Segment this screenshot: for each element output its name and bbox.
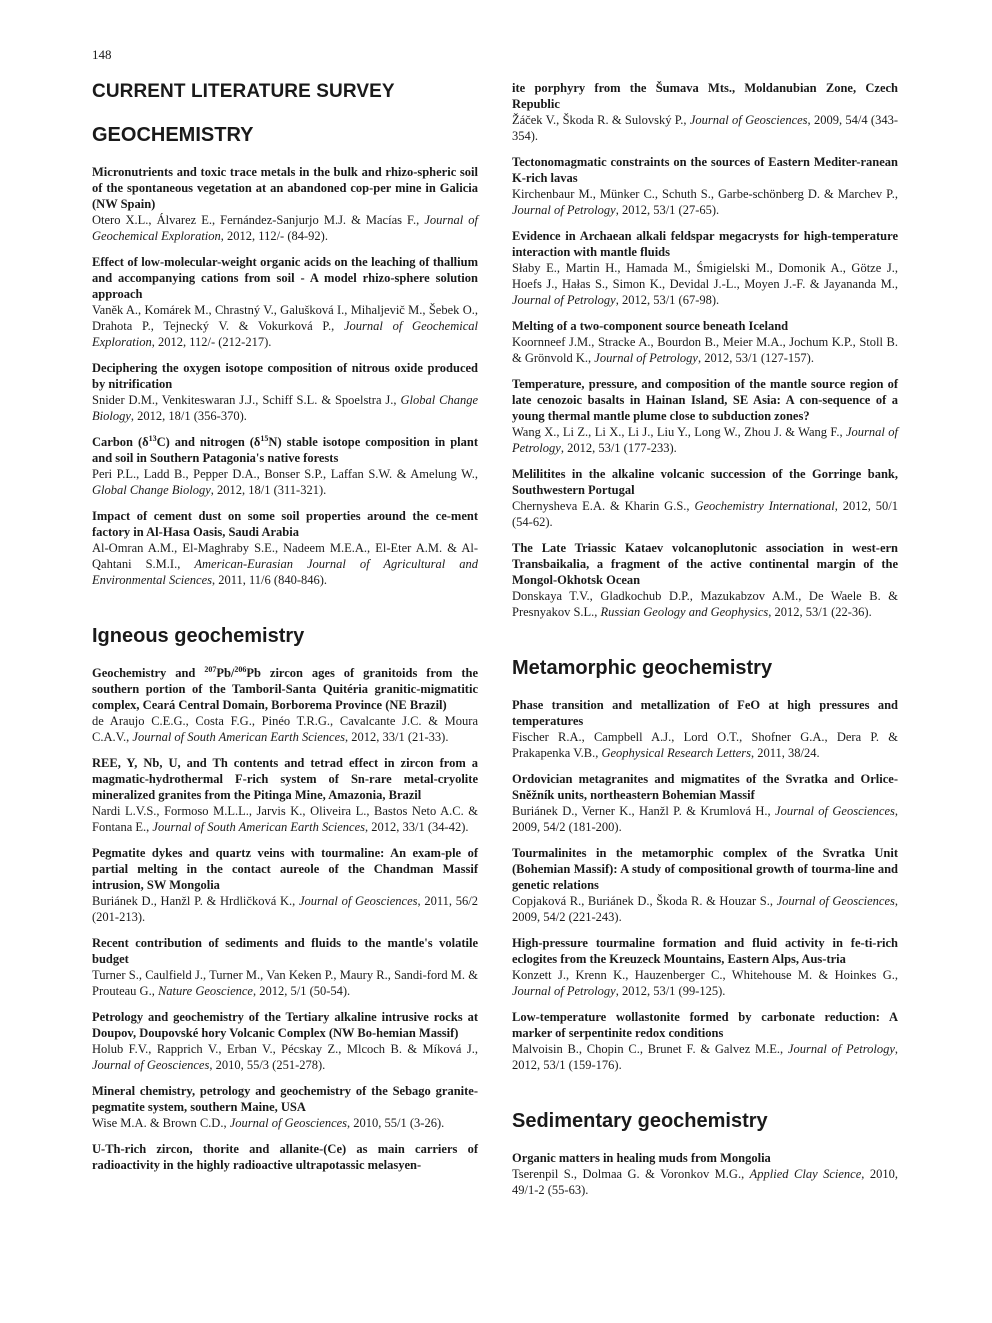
reference-title: Geochemistry and $^{207}$Pb/$^{206}$Pb zircon ages of granitoids from the southern portion of the Tamboril-Santa Quitéria granitic-migmatitic complex, Ceará Central Domain, Borborema Province (NE Brazil) [92, 665, 478, 712]
reference-citation: , 2012, 33/1 (21-33). [345, 730, 449, 744]
reference-title: Micronutrients and toxic trace metals in the bulk and rhizo-spheric soil of the spontaneous vegetation at an abandoned cop-per mine in Galicia (NW Spain) [92, 165, 478, 211]
reference-title: ite porphyry from the Šumava Mts., Moldanubian Zone, Czech Republic [512, 81, 898, 111]
reference-authors: Vaněk A., Komárek M., Chrastný V., Galušková I., Mihaljevič M., Šebek O., Drahota P., Tejnecký V. & Vokurková P., [92, 303, 478, 333]
reference-citation: , 2012, 50/1 (54-62). [512, 499, 898, 529]
reference-journal: Journal of Petrology [512, 425, 899, 455]
reference-entry [92, 1141, 478, 1173]
reference-authors: Nardi L.V.S., Formoso M.L.L., Jarvis K., Oliveira L., Bastos Neto A.C. & Fontana E., [92, 804, 478, 834]
reference-entry [512, 154, 898, 218]
reference-title: Temperature, pressure, and composition of the mantle source region of late cenozoic basalts in Hainan Island, SE Asia: A con-sequence of a young thermal mantle plume close to subduction zones? [512, 377, 898, 423]
reference-title: Evidence in Archaean alkali feldspar megacrysts for high-temperature interaction with mantle fluids [512, 229, 898, 259]
reference-authors: Wang X., Li Z., Li X., Li J., Liu Y., Long W., Zhou J. & Wang F., [512, 425, 846, 439]
reference-authors: Konzett J., Krenn K., Hauzenberger C., Whitehouse M. & Hoinkes G., [512, 968, 898, 982]
reference-citation: , 2012, 53/1 (99-125). [615, 984, 726, 998]
reference-authors: Al-Omran A.M., El-Maghraby S.E., Nadeem M.E.A., El-Eter A.M. & Al-Qahtani S.M.I., [92, 541, 478, 571]
reference-citation: , 2012, 33/1 (34-42). [365, 820, 469, 834]
reference-title: Impact of cement dust on some soil properties around the ce-ment factory in Al-Hasa Oasis, Saudi Arabia [92, 509, 478, 539]
reference-citation: , 2012, 53/1 (22-36). [768, 605, 872, 619]
reference-authors: Holub F.V., Rapprich V., Erban V., Pécskay Z., Mlcoch B. & Míková J., [92, 1042, 478, 1056]
reference-title: Recent contribution of sediments and fluids to the mantle's volatile budget [92, 936, 478, 966]
reference-entry [92, 360, 478, 424]
reference-authors: Otero X.L., Álvarez E., Fernández-Sanjurjo M.J. & Macías F., [92, 213, 425, 227]
reference-entry [92, 665, 478, 745]
reference-entry [92, 508, 478, 588]
reference-entry-continued [512, 80, 898, 144]
reference-entry [512, 697, 898, 761]
reference-citation: , 2010, 55/1 (3-26). [347, 1116, 445, 1130]
reference-citation: , 2012, 5/1 (50-54). [252, 984, 351, 998]
reference-title: Phase transition and metallization of FeO at high pressures and temperatures [512, 698, 898, 728]
reference-journal: Journal of Petrology [594, 351, 698, 365]
section-heading-igneous: Igneous geochemistry [92, 625, 305, 647]
reference-entry [512, 376, 898, 456]
reference-citation: , 2012, 18/1 (311-321). [210, 483, 327, 497]
reference-entry [92, 1083, 478, 1131]
reference-citation: , 2012, 112/- (84-92). [220, 229, 328, 243]
reference-entry [512, 1150, 898, 1198]
section-heading-geochemistry: GEOCHEMISTRY [92, 124, 254, 146]
reference-title: U-Th-rich zircon, thorite and allanite-(Ce) as main carriers of radioactivity in the highly radioactive ultrapotassic melasyen- [92, 1142, 478, 1172]
page-number: 148 [92, 47, 112, 62]
reference-journal: Journal of Geosciences [776, 894, 895, 908]
reference-authors: Donskaya T.V., Gladkochub D.P., Mazukabzov A.M., De Waele B. & Presnyakov S.L., [512, 589, 898, 619]
reference-citation: , 2011, 56/2 (201-213). [92, 894, 479, 924]
reference-authors: Słaby E., Martin H., Hamada M., Śmigielski M., Domonik A., Götze J., Hoefs J., Hałas S., Simon K., Devidal J.-L., Moyen J.-F. & Jayananda M., [512, 261, 898, 291]
reference-authors: Fischer R.A., Campbell A.J., Lord O.T., Shofner G.A., Dera P. & Prakapenka V.B., [512, 730, 898, 760]
reference-journal: Applied Clay Science [749, 1167, 862, 1181]
reference-journal: Journal of Geosciences [775, 804, 895, 818]
reference-journal: Journal of Geosciences [92, 1058, 210, 1072]
reference-title: REE, Y, Nb, U, and Th contents and tetrad effect in zircon from a magmatic-hydrothermal F-rich system of Sn-rare metal-cryolite mineralized granites from the Pitinga Mine, Amazonia, Brazil [92, 756, 478, 802]
reference-journal: Global Change Biology [92, 393, 479, 423]
reference-entry [512, 771, 898, 835]
reference-authors: Buriánek D., Verner K., Hanžl P. & Krumlová H., [512, 804, 776, 818]
reference-journal: Journal of Geochemical Exploration [92, 213, 478, 243]
reference-authors: Turner S., Caulfield J., Turner M., Van Keken P., Maury R., Sandi-ford M. & Prouteau G., [92, 968, 478, 998]
reference-citation: , 2009, 54/2 (221-243). [512, 894, 898, 924]
reference-title: Melting of a two-component source beneath Iceland [512, 319, 789, 333]
reference-title: Carbon $(\delta^{13}C)$ and nitrogen $(\delta^{15}N)$ stable isotope composition in plant and soil in Southern Patagonia's native forests [92, 434, 478, 465]
reference-journal: American-Eurasian Journal of Agricultural and Environmental Sciences [92, 557, 478, 587]
reference-authors: Buriánek D., Hanžl P. & Hrdličková K., [92, 894, 299, 908]
reference-citation: , 2009, 54/2 (181-200). [512, 804, 898, 834]
section-heading-sedimentary: Sedimentary geochemistry [512, 1110, 768, 1132]
reference-journal: Journal of South American Earth Sciences [152, 820, 366, 834]
reference-authors: Kirchenbaur M., Münker C., Schuth S., Garbe-schönberg D. & Marchev P., [512, 187, 898, 201]
reference-citation: , 2012, 112/- (212-217). [151, 335, 272, 349]
reference-authors: Peri P.L., Ladd B., Pepper D.A., Bonser S.P., Laffan S.W. & Amelung W., [92, 467, 478, 481]
reference-authors: Wise M.A. & Brown C.D., [92, 1116, 230, 1130]
reference-title: Melilitites in the alkaline volcanic succession of the Gorringe bank, Southwestern Portugal [512, 467, 898, 497]
section-heading-metamorphic: Metamorphic geochemistry [512, 657, 773, 679]
reference-citation: , 2012, 53/1 (177-233). [560, 441, 677, 455]
left-column [92, 80, 478, 1183]
reference-journal: Journal of Petrology [512, 293, 616, 307]
reference-entry [512, 935, 898, 999]
reference-authors: Copjaková R., Buriánek D., Škoda R. & Houzar S., [512, 894, 777, 908]
reference-journal: Geophysical Research Letters [601, 746, 751, 760]
reference-title: Tectonomagmatic constraints on the sources of Eastern Mediter-ranean K-rich lavas [512, 155, 898, 185]
reference-title: Tourmalinites in the metamorphic complex of the Svratka Unit (Bohemian Massif): A study of compositional growth of tourma-line and genetic relations [512, 846, 898, 892]
reference-entry [92, 434, 478, 498]
right-column [512, 80, 898, 1208]
reference-authors: Malvoisin B., Chopin C., Brunet F. & Galvez M.E., [512, 1042, 788, 1056]
reference-authors: Tserenpil S., Dolmaa G. & Voronkov M.G., [512, 1167, 750, 1181]
reference-authors: de Araujo C.E.G., Costa F.G., Pinéo T.R.G., Cavalcante J.C. & Moura C.A.V., [92, 714, 478, 744]
reference-journal: Journal of Geochemical Exploration [92, 319, 478, 349]
reference-title: Mineral chemistry, petrology and geochemistry of the Sebago granite-pegmatite system, southern Maine, USA [92, 1084, 478, 1114]
reference-journal: Journal of Geosciences [689, 113, 808, 127]
reference-title: The Late Triassic Kataev volcanoplutonic association in west-ern Transbaikalia, a fragment of the active continental margin of the Mongol-Okhotsk Ocean [512, 541, 898, 587]
reference-entry [92, 935, 478, 999]
reference-citation: , 2010, 49/1-2 (55-63). [512, 1167, 899, 1197]
reference-citation: , 2012, 53/1 (27-65). [615, 203, 720, 217]
reference-citation: , 2012, 53/1 (159-176). [512, 1042, 898, 1072]
reference-journal: Journal of Geosciences [229, 1116, 348, 1130]
reference-title: Organic matters in healing muds from Mongolia [512, 1151, 771, 1165]
reference-journal: Nature Geoscience [157, 984, 253, 998]
reference-citation: , 2010, 55/3 (251-278). [209, 1058, 326, 1072]
reference-entry [512, 228, 898, 308]
reference-entry [512, 466, 898, 530]
reference-authors: Snider D.M., Venkiteswaran J.J., Schiff S.L. & Spoelstra J., [92, 393, 401, 407]
reference-entry [512, 540, 898, 620]
reference-citation: , 2011, 11/6 (840-846). [211, 573, 328, 587]
reference-citation: , 2009, 54/4 (343-354). [512, 113, 898, 143]
reference-journal: Journal of Petrology [512, 203, 616, 217]
reference-journal: Global Change Biology [92, 483, 211, 497]
reference-journal: Journal of Geosciences [298, 894, 418, 908]
reference-title: Pegmatite dykes and quartz veins with tourmaline: An exam-ple of partial melting in the contact aureole of the Chandman Massif intrusion, SW Mongolia [92, 846, 478, 892]
page-title: CURRENT LITERATURE SURVEY [92, 81, 395, 102]
reference-entry [512, 318, 898, 366]
reference-journal: Geochemistry International [694, 499, 835, 513]
reference-journal: Journal of Petrology [512, 984, 616, 998]
reference-citation: , 2012, 18/1 (356-370). [130, 409, 247, 423]
reference-title: Low-temperature wollastonite formed by carbonate reduction: A marker of serpentinite redox conditions [512, 1010, 898, 1040]
reference-journal: Journal of South American Earth Sciences [132, 730, 345, 744]
reference-title: Deciphering the oxygen isotope composition of nitrous oxide produced by nitrification [92, 361, 478, 391]
reference-title: Effect of low-molecular-weight organic acids on the leaching of thallium and accompanying cations from soil - A model rhizo-sphere solution approach [92, 255, 478, 301]
reference-journal: Russian Geology and Geophysics [600, 605, 769, 619]
reference-authors: Chernysheva E.A. & Kharin G.S., [512, 499, 695, 513]
reference-entry [92, 1009, 478, 1073]
reference-entry [512, 1009, 898, 1073]
reference-entry [92, 164, 478, 244]
reference-journal: Journal of Petrology [787, 1042, 895, 1056]
reference-authors: Koornneef J.M., Stracke A., Bourdon B., Meier M.A., Jochum K.P., Stoll B. & Grönvold K., [512, 335, 898, 365]
reference-title: Ordovician metagranites and migmatites of the Svratka and Orlice-Sněžník units, northeastern Bohemian Massif [512, 772, 898, 802]
reference-citation: , 2012, 53/1 (67-98). [615, 293, 720, 307]
reference-entry [512, 845, 898, 925]
reference-entry [92, 254, 478, 350]
reference-title: Petrology and geochemistry of the Tertiary alkaline intrusive rocks at Doupov, Doupovské hory Volcanic Complex (NW Bo-hemian Massif) [92, 1010, 478, 1040]
reference-entry [92, 755, 478, 835]
reference-citation: , 2011, 38/24. [750, 746, 820, 760]
reference-authors: Žáček V., Škoda R. & Sulovský P., [512, 113, 690, 127]
reference-title: High-pressure tourmaline formation and fluid activity in fe-ti-rich eclogites from the Kreuzeck Mountains, Eastern Alps, Aus-tria [512, 936, 898, 966]
reference-citation: , 2012, 53/1 (127-157). [697, 351, 814, 365]
reference-entry [92, 845, 478, 925]
